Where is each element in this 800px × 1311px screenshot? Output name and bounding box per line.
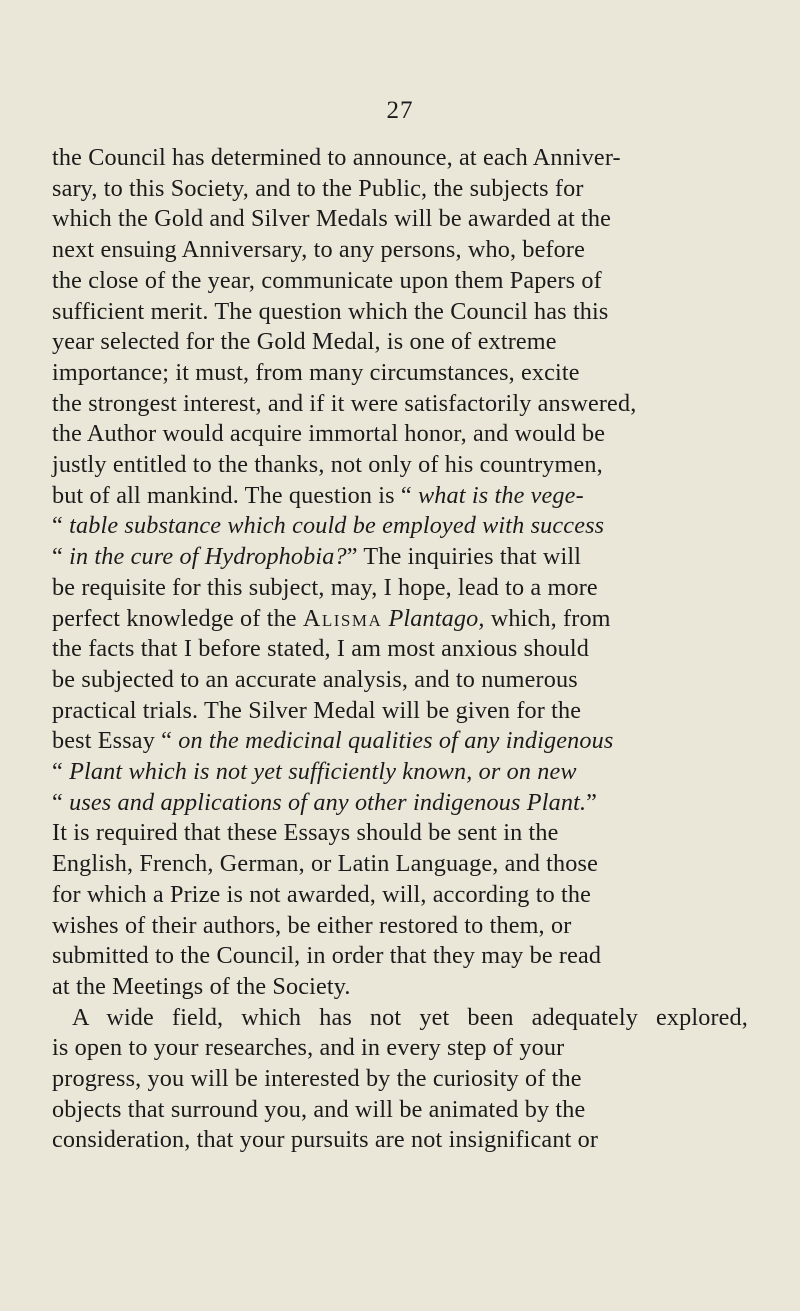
- text-line: [72, 1003, 748, 1033]
- text-run: practical trials. The Silver Medal will be given for the: [52, 696, 582, 724]
- text-line: [52, 788, 597, 818]
- text-run: best Essay “: [52, 727, 179, 755]
- text-run: sufficient merit. The question which the Council has this: [52, 297, 609, 325]
- text-run: ”: [586, 788, 598, 816]
- text-line: [52, 1064, 582, 1094]
- text-line: [52, 757, 577, 787]
- text-run: importance; it must, from many circumstances, excite: [52, 358, 580, 386]
- italic-text: Plant which is not yet sufficiently known, or on new: [69, 758, 577, 785]
- text-line: [52, 849, 598, 879]
- text-line: [52, 542, 581, 572]
- italic-text: Plantago,: [388, 604, 485, 632]
- text-run: wishes of their authors, be either restored to them, or: [52, 911, 572, 939]
- text-run: the Author would acquire immortal honor, and would be: [52, 420, 606, 448]
- text-run: “: [52, 758, 70, 785]
- text-line: [52, 604, 611, 634]
- text-run: progress, you will be interested by the curiosity of the: [52, 1065, 582, 1092]
- italic-text: on the medicinal qualities of any indigenous: [178, 727, 614, 755]
- italic-text: uses and applications of any other indigenous Plant.: [69, 788, 587, 816]
- italic-text: in the cure of Hydrophobia?: [69, 543, 347, 571]
- text-run: “: [52, 543, 70, 571]
- page-number: 27: [386, 97, 414, 124]
- text-line: [52, 941, 601, 971]
- text-line: [52, 389, 636, 419]
- text-run: sary, to this Society, and to the Public, the subjects for: [52, 174, 584, 202]
- text-line: [52, 511, 604, 541]
- text-run: justly entitled to the thanks, not only of his countrymen,: [52, 451, 603, 478]
- italic-text: table substance which could be employed with success: [69, 512, 605, 540]
- text-run: perfect knowledge of the: [52, 604, 303, 632]
- text-line: [52, 1095, 585, 1125]
- smallcaps-text: Alisma: [302, 604, 383, 632]
- text-run: but of all mankind. The question is “: [52, 481, 418, 509]
- text-line: [52, 1033, 564, 1063]
- text-line: [52, 204, 611, 234]
- text-run: the strongest interest, and if it were satisfactorily answered,: [52, 389, 637, 417]
- text-line: [52, 419, 605, 449]
- text-line: [52, 634, 589, 664]
- text-line: [52, 573, 598, 603]
- text-line: [52, 880, 591, 910]
- text-run: English, French, German, or Latin Language, and those: [52, 850, 598, 878]
- text-line: [52, 358, 580, 388]
- text-run: “: [52, 512, 70, 540]
- text-run: which the Gold and Silver Medals will be awarded at the: [52, 205, 612, 233]
- text-run: be requisite for this subject, may, I hope, lead to a more: [52, 573, 598, 601]
- text-run: submitted to the Council, in order that they may be read: [52, 942, 602, 970]
- text-run: A wide field, which has not yet been adequately explored,: [72, 1003, 748, 1031]
- text-run: objects that surround you, and will be animated by the: [52, 1095, 586, 1123]
- text-line: [52, 818, 559, 848]
- text-run: the Council has determined to announce, at each Anniver-: [52, 144, 621, 171]
- text-line: [52, 696, 581, 726]
- text-run: be subjected to an accurate analysis, and to numerous: [52, 665, 578, 693]
- text-line: [52, 143, 621, 173]
- text-line: [52, 972, 351, 1002]
- text-line: [52, 726, 613, 756]
- text-line: [52, 327, 557, 357]
- text-run: ” The inquiries that will: [346, 543, 582, 571]
- text-run: the close of the year, communicate upon them Papers of: [52, 266, 602, 294]
- text-line: [52, 665, 578, 695]
- text-line: [52, 235, 585, 265]
- text-line: [52, 1125, 598, 1155]
- text-run: which, from: [484, 604, 611, 632]
- italic-text: what is the vege-: [418, 481, 584, 509]
- text-line: [52, 911, 571, 941]
- text-run: is open to your researches, and in every step of your: [52, 1034, 565, 1062]
- text-run: at the Meetings of the Society.: [52, 972, 351, 1000]
- text-line: [52, 450, 603, 480]
- text-line: [52, 174, 584, 204]
- text-run: for which a Prize is not awarded, will, according to the: [52, 880, 592, 908]
- text-line: [52, 481, 584, 511]
- text-line: [52, 297, 609, 327]
- text-run: “: [52, 788, 70, 816]
- text-run: consideration, that your pursuits are not insignificant or: [52, 1126, 599, 1154]
- text-run: year selected for the Gold Medal, is one of extreme: [52, 328, 557, 356]
- text-run: next ensuing Anniversary, to any persons, who, before: [52, 236, 586, 264]
- text-line: [52, 266, 602, 296]
- text-run: It is required that these Essays should be sent in the: [52, 819, 559, 847]
- text-run: the facts that I before stated, I am most anxious should: [52, 635, 590, 663]
